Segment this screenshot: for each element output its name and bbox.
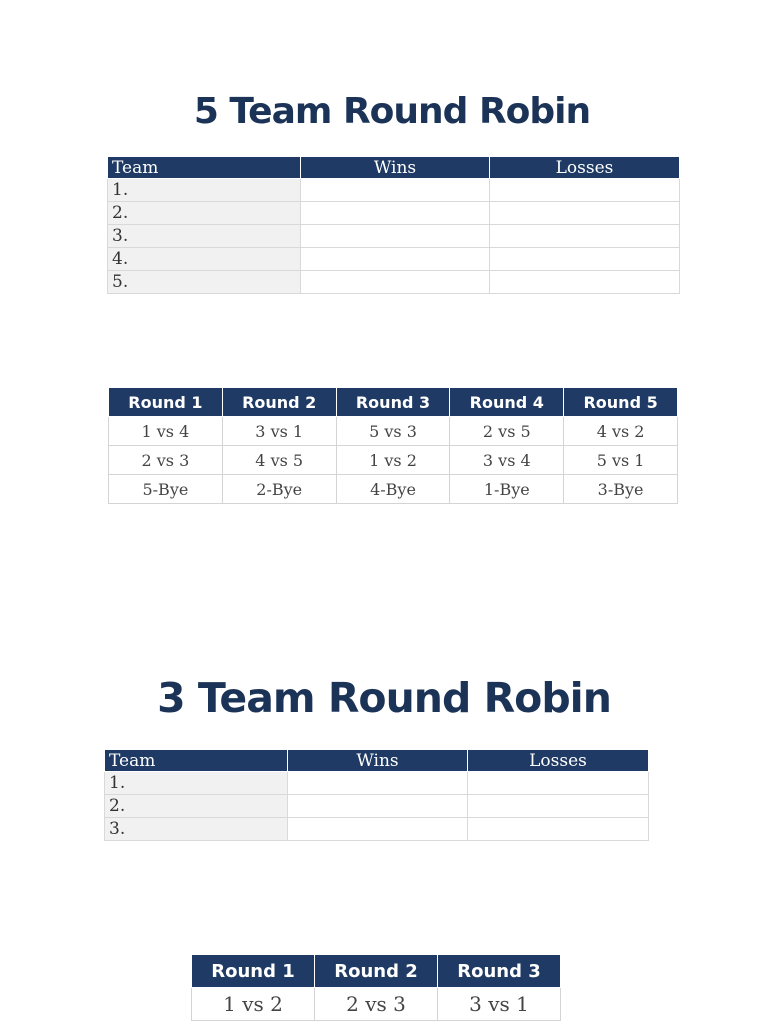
column-header-losses: Losses [490, 157, 680, 179]
losses-cell[interactable] [490, 225, 680, 248]
bye-cell: 1-Bye [450, 475, 564, 504]
wins-cell[interactable] [301, 179, 490, 202]
matchup-cell: 4 vs 2 [564, 417, 678, 446]
team-cell[interactable]: 2. [105, 795, 288, 818]
table-row [109, 446, 678, 475]
team-cell[interactable]: 2. [108, 202, 301, 225]
team-cell[interactable]: 1. [108, 179, 301, 202]
schedule-header-row [192, 955, 561, 988]
matchup-cell: 3 vs 4 [450, 446, 564, 475]
losses-cell[interactable] [468, 772, 649, 795]
schedule-table-5-team [108, 387, 678, 504]
column-header-round-2: Round 2 [222, 388, 336, 417]
losses-cell[interactable] [490, 202, 680, 225]
team-cell[interactable]: 3. [108, 225, 301, 248]
table-row [105, 818, 649, 841]
matchup-cell: 3 vs 1 [222, 417, 336, 446]
matchup-cell: 1 vs 2 [336, 446, 450, 475]
page-title-3-team: 3 Team Round Robin [157, 674, 611, 722]
table-row [105, 795, 649, 818]
table-row [108, 202, 680, 225]
matchup-cell: 5 vs 1 [564, 446, 678, 475]
column-header-team: Team [105, 750, 288, 772]
table-row [108, 271, 680, 294]
column-header-round-2: Round 2 [315, 955, 438, 988]
table-row [108, 248, 680, 271]
column-header-round-3: Round 3 [336, 388, 450, 417]
page-title-5-team: 5 Team Round Robin [193, 91, 591, 132]
table-row [105, 772, 649, 795]
matchup-cell: 1 vs 2 [192, 988, 315, 1021]
wins-cell[interactable] [301, 225, 490, 248]
losses-cell[interactable] [468, 818, 649, 841]
matchup-cell: 3 vs 1 [438, 988, 561, 1021]
column-header-wins: Wins [288, 750, 468, 772]
matchup-cell: 5 vs 3 [336, 417, 450, 446]
column-header-round-3: Round 3 [438, 955, 561, 988]
schedule-header-row [109, 388, 678, 417]
wins-cell[interactable] [301, 271, 490, 294]
standings-header-row [108, 157, 680, 179]
column-header-losses: Losses [468, 750, 649, 772]
team-cell[interactable]: 5. [108, 271, 301, 294]
matchup-cell: 1 vs 4 [109, 417, 223, 446]
column-header-round-1: Round 1 [192, 955, 315, 988]
table-row [108, 179, 680, 202]
team-cell[interactable]: 4. [108, 248, 301, 271]
matchup-cell: 2 vs 3 [315, 988, 438, 1021]
wins-cell[interactable] [288, 818, 468, 841]
matchup-cell: 4 vs 5 [222, 446, 336, 475]
losses-cell[interactable] [468, 795, 649, 818]
losses-cell[interactable] [490, 248, 680, 271]
column-header-round-5: Round 5 [564, 388, 678, 417]
column-header-team: Team [108, 157, 301, 179]
column-header-wins: Wins [301, 157, 490, 179]
column-header-round-4: Round 4 [450, 388, 564, 417]
team-cell[interactable]: 1. [105, 772, 288, 795]
wins-cell[interactable] [288, 772, 468, 795]
wins-cell[interactable] [301, 248, 490, 271]
wins-cell[interactable] [301, 202, 490, 225]
bye-cell: 5-Bye [109, 475, 223, 504]
matchup-cell: 2 vs 5 [450, 417, 564, 446]
losses-cell[interactable] [490, 179, 680, 202]
matchup-cell: 2 vs 3 [109, 446, 223, 475]
schedule-table-3-team [191, 954, 561, 1021]
wins-cell[interactable] [288, 795, 468, 818]
bye-cell: 4-Bye [336, 475, 450, 504]
table-row [109, 417, 678, 446]
table-row [109, 475, 678, 504]
losses-cell[interactable] [490, 271, 680, 294]
table-row [192, 988, 561, 1021]
standings-table-3-team [104, 749, 649, 841]
bye-cell: 3-Bye [564, 475, 678, 504]
table-row [108, 225, 680, 248]
bye-cell: 2-Bye [222, 475, 336, 504]
standings-table-5-team [107, 156, 680, 294]
standings-header-row [105, 750, 649, 772]
column-header-round-1: Round 1 [109, 388, 223, 417]
team-cell[interactable]: 3. [105, 818, 288, 841]
